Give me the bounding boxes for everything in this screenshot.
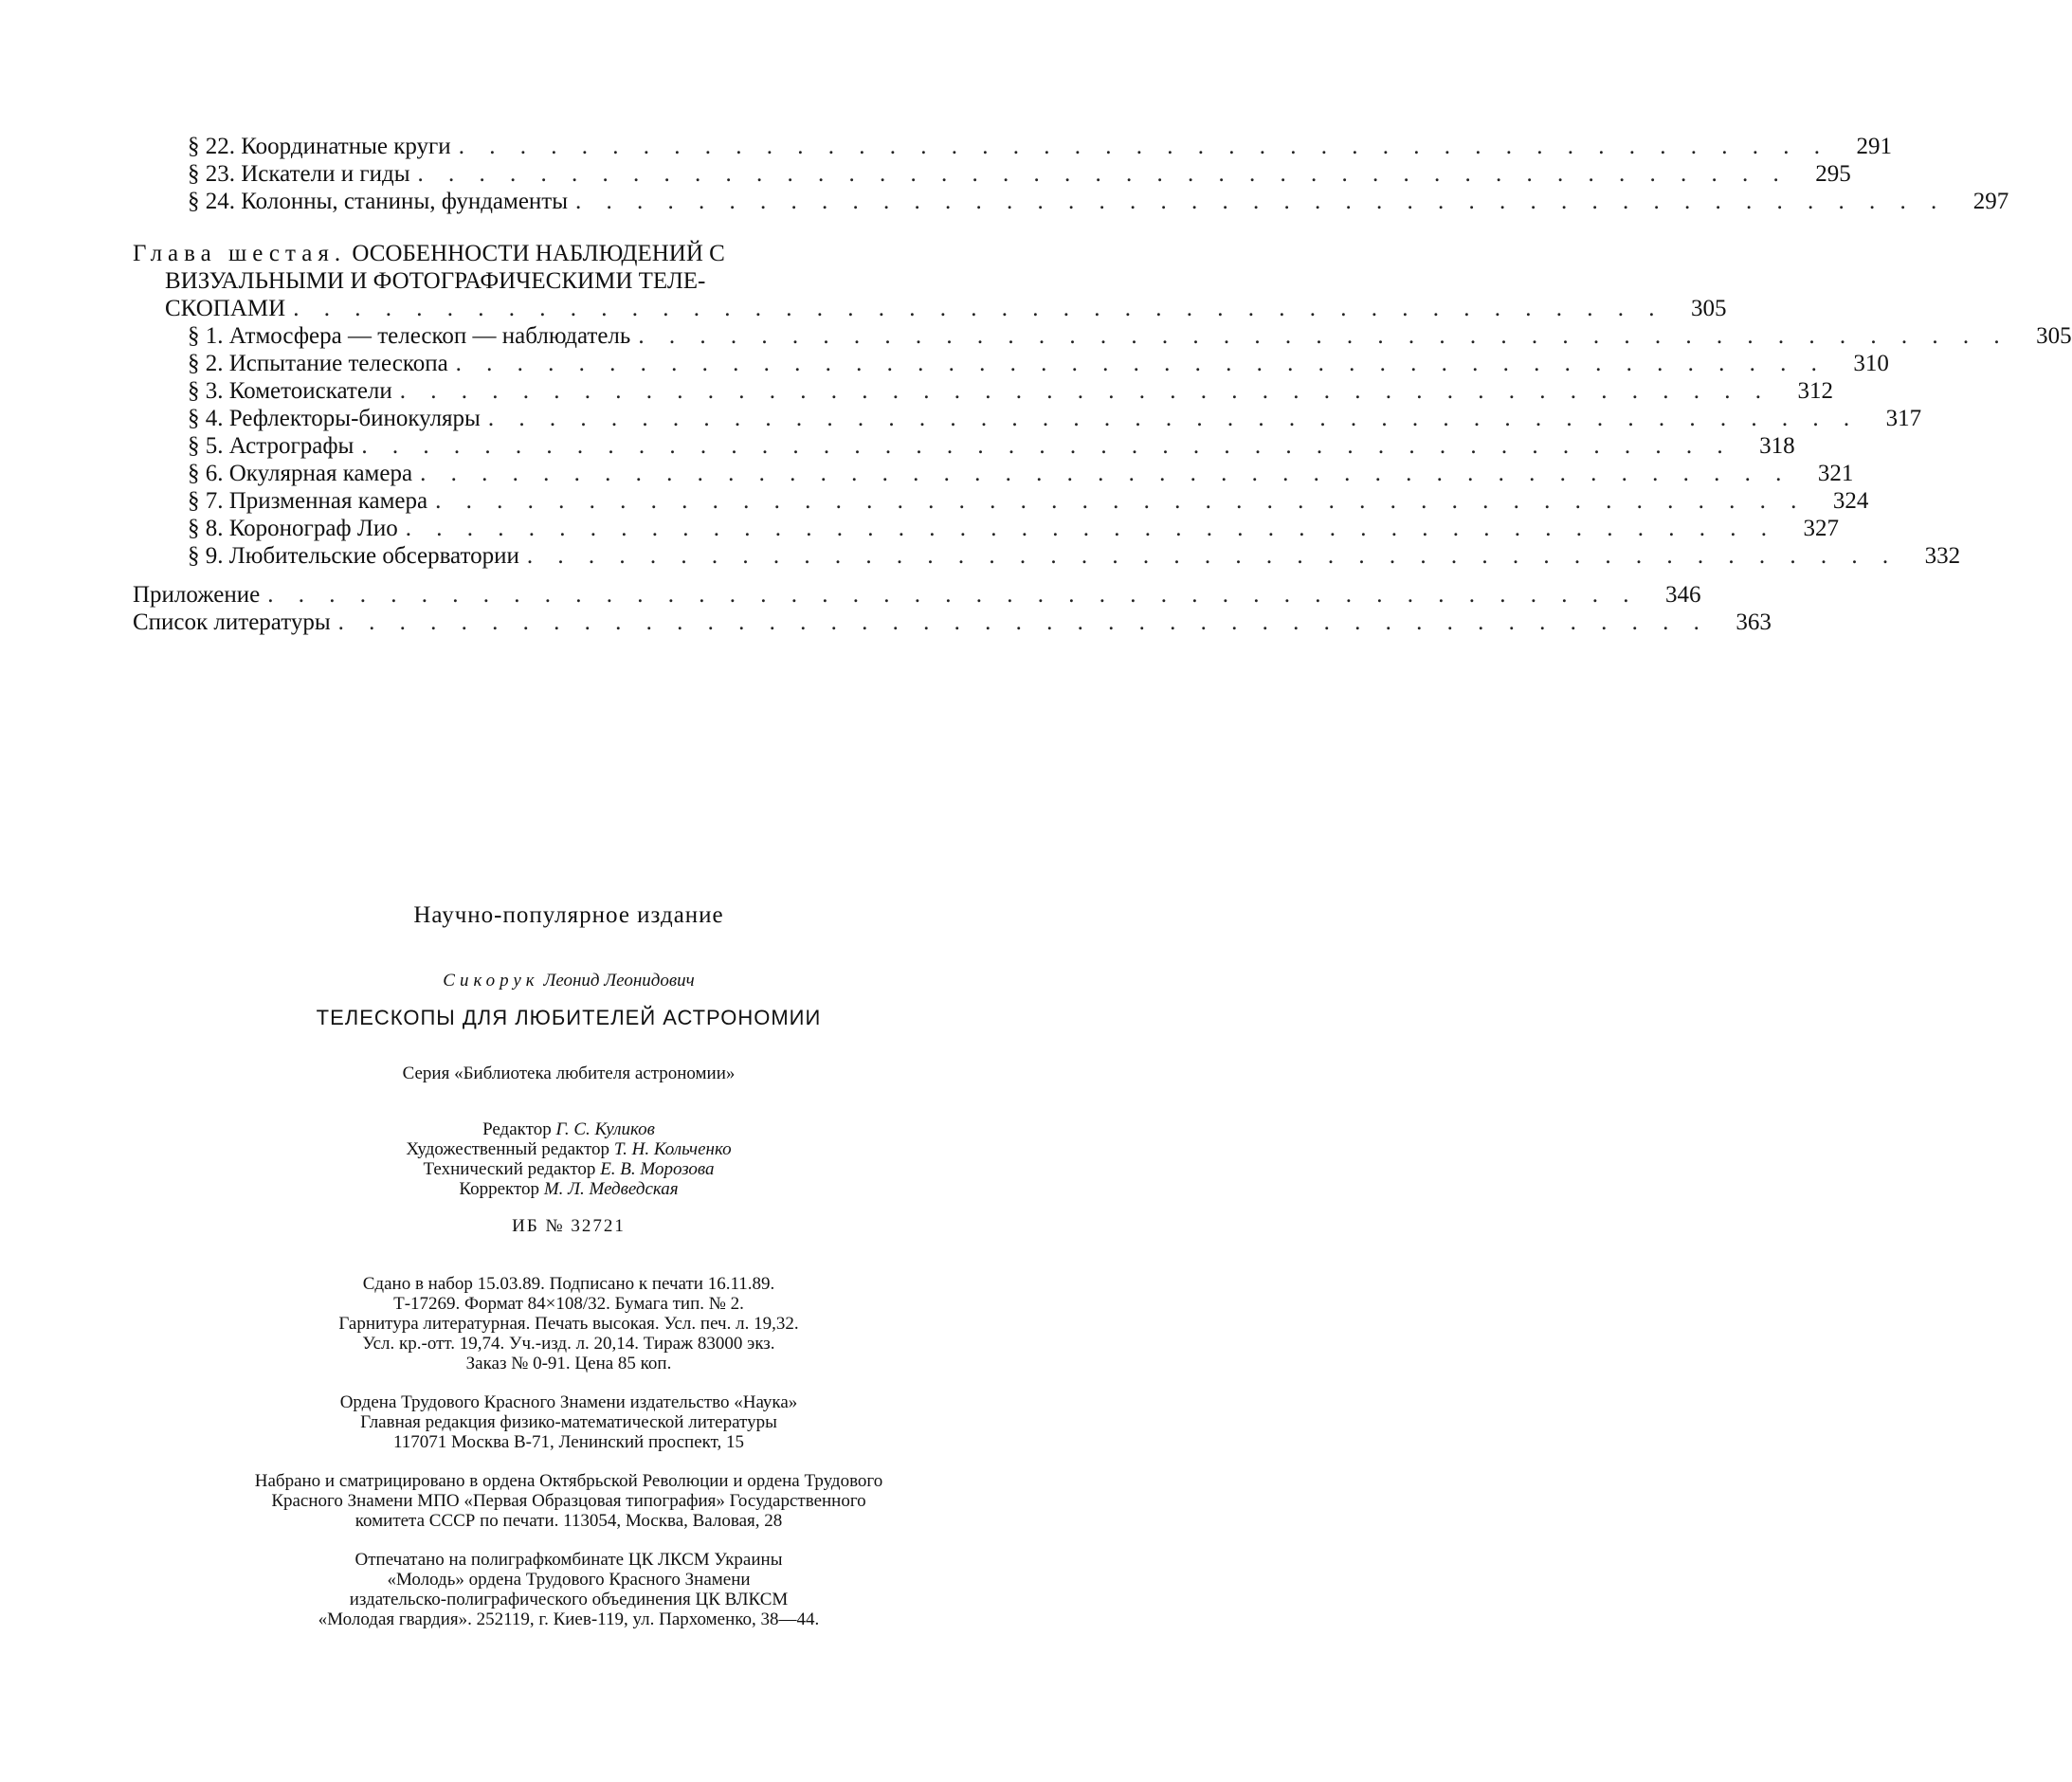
toc-page-number: 318 — [1759, 433, 1795, 459]
toc-page-number: 295 — [1815, 161, 1851, 187]
dot-leader: . . . . . . . . . . . . . . . . . . . . . . . . . . . . . . . . . . . . . . . . . . . . . — [526, 543, 1899, 569]
chapter-heading-line3 — [133, 295, 1727, 322]
toc-row-title: Список литературы — [133, 609, 331, 635]
printer-info — [123, 1550, 1014, 1629]
typeset-line: комитета СССР по печати. 113054, Москва, Валовая, 28 — [354, 1511, 783, 1531]
toc-row[interactable] — [133, 377, 1834, 405]
toc-row[interactable] — [133, 542, 1961, 570]
staff-list — [123, 1119, 1014, 1199]
printer-line: «Молодая гвардия». 252119, г. Киев-119, ул. Пархоменко, 38—44. — [318, 1609, 820, 1629]
chapter-lead: Глава шестая. — [133, 241, 347, 266]
typeset-line: Красного Знамени МПО «Первая Образцовая типография» Государственного — [271, 1491, 866, 1511]
dot-leader: . . . . . . . . . . . . . . . . . . . . . . . . . . . . . . . . . . . . . . . . . . . . . — [361, 433, 1733, 459]
dot-leader: . . . . . . . . . . . . . . . . . . . . . . . . . . . . . . . . . . . . . . . . . . . . . — [337, 609, 1709, 635]
print-info — [123, 1274, 1014, 1373]
book-title: ТЕЛЕСКОПЫ ДЛЯ ЛЮБИТЕЛЕЙ АСТРОНОМИИ — [316, 1006, 822, 1029]
toc-row-title: § 1. Атмосфера — телескоп — наблюдатель — [188, 323, 631, 349]
toc-row-title: § 3. Кометоискатели — [188, 378, 392, 404]
typeset-info — [123, 1471, 1014, 1531]
toc-page-number: 305 — [1690, 296, 1727, 321]
toc-appendix[interactable] — [133, 581, 1701, 609]
toc-row[interactable] — [133, 350, 1889, 377]
publisher-line: 117071 Москва В-71, Ленинский проспект, 15 — [393, 1432, 744, 1452]
toc-page-number: 327 — [1803, 516, 1839, 541]
dot-leader: . . . . . . . . . . . . . . . . . . . . . . . . . . . . . . . . . . . . . . . . . . . . . — [267, 582, 1639, 608]
imprint — [123, 902, 1014, 1648]
printer-line: «Молодь» ордена Трудового Красного Знамени — [387, 1570, 751, 1590]
staff-line: Корректор М. Л. Медведская — [459, 1179, 679, 1199]
series: Серия «Библиотека любителя астрономии» — [402, 1064, 736, 1083]
dot-leader: . . . . . . . . . . . . . . . . . . . . . . . . . . . . . . . . . . . . . . . . . . . . . — [399, 378, 1772, 404]
toc-row[interactable] — [133, 133, 1892, 160]
print-info-line: Сдано в набор 15.03.89. Подписано к печати 16.11.89. — [362, 1274, 775, 1294]
chapter-heading-line2: ВИЗУАЛЬНЫМИ И ФОТОГРАФИЧЕСКИМИ ТЕЛЕ- — [165, 268, 706, 294]
toc-page-number: 321 — [1817, 461, 1854, 486]
toc-page-number: 291 — [1856, 134, 1892, 159]
author — [123, 971, 1014, 991]
printer-line: издательско-полиграфического объединения ЦК ВЛКСМ — [349, 1590, 789, 1609]
toc-row[interactable] — [133, 188, 2009, 215]
toc-page-number: 324 — [1832, 488, 1869, 514]
toc-row-title: § 4. Рефлекторы-бинокуляры — [188, 406, 481, 431]
toc-page-number: 363 — [1736, 609, 1772, 635]
toc-chapter-sections — [133, 322, 2072, 570]
toc-row[interactable] — [133, 322, 2072, 350]
toc-page-number: 297 — [1972, 189, 2009, 214]
toc-row-title: § 9. Любительские обсерватории — [188, 543, 519, 569]
print-info-line: Гарнитура литературная. Печать высокая. Усл. печ. л. 19,32. — [338, 1314, 799, 1334]
print-info-line: Усл. кр.-отт. 19,74. Уч.-изд. л. 20,14. Тираж 83000 экз. — [362, 1334, 775, 1354]
table-of-contents — [133, 133, 2072, 636]
toc-row-title: § 23. Искатели и гиды — [188, 161, 410, 187]
toc-row-title: § 22. Координатные круги — [188, 134, 451, 159]
toc-row[interactable] — [133, 460, 1854, 487]
toc-page-number: 305 — [2036, 323, 2072, 349]
toc-page-number: 346 — [1664, 582, 1701, 608]
toc-row-title: § 8. Коронограф Лио — [188, 516, 398, 541]
print-info-line: Т-17269. Формат 84×108/32. Бумага тип. № 2. — [393, 1294, 744, 1314]
toc-row-title: § 2. Испытание телескопа — [188, 351, 448, 376]
staff-line: Технический редактор Е. В. Морозова — [423, 1159, 715, 1179]
toc-row[interactable] — [133, 515, 1839, 542]
publisher-line: Главная редакция физико-математической литературы — [360, 1412, 777, 1432]
dot-leader: . . . . . . . . . . . . . . . . . . . . . . . . . . . . . . . . . . . . . . . . . . . . . — [435, 488, 1807, 514]
typeset-line: Набрано и сматрицировано в ордена Октябрьской Революции и ордена Трудового — [254, 1471, 883, 1491]
toc-row-title: Приложение — [133, 582, 261, 608]
toc-page-number: 310 — [1853, 351, 1889, 376]
toc-page-number: 332 — [1924, 543, 1961, 569]
toc-row-title: § 6. Окулярная камера — [188, 461, 413, 486]
printer-line: Отпечатано на полиграфкомбинате ЦК ЛКСМ Украины — [354, 1550, 783, 1570]
dot-leader: . . . . . . . . . . . . . . . . . . . . . . . . . . . . . . . . . . . . . . . . . . . . . — [293, 296, 1664, 321]
print-info-line: Заказ № 0-91. Цена 85 коп. — [465, 1354, 672, 1373]
dot-leader: . . . . . . . . . . . . . . . . . . . . . . . . . . . . . . . . . . . . . . . . . . . . . — [420, 461, 1791, 486]
toc-row-title: § 24. Колонны, станины, фундаменты — [188, 189, 569, 214]
dot-leader: . . . . . . . . . . . . . . . . . . . . . . . . . . . . . . . . . . . . . . . . . . . . . — [405, 516, 1776, 541]
author-surname: Сикорук — [443, 971, 539, 991]
toc-row[interactable] — [133, 160, 1851, 188]
dot-leader: . . . . . . . . . . . . . . . . . . . . . . . . . . . . . . . . . . . . . . . . . . . . . — [458, 134, 1829, 159]
toc-page-number: 312 — [1797, 378, 1834, 404]
edition-kind: Научно-популярное издание — [413, 902, 724, 928]
dot-leader: . . . . . . . . . . . . . . . . . . . . . . . . . . . . . . . . . . . . . . . . . . . . . — [487, 406, 1860, 431]
chapter-heading-line1 — [133, 240, 938, 267]
staff-line: Художественный редактор Т. Н. Кольченко — [406, 1139, 732, 1159]
publisher-line: Ордена Трудового Красного Знамени издательство «Наука» — [339, 1392, 798, 1412]
toc-top-sections — [133, 133, 2009, 215]
toc-row-title: § 7. Призменная камера — [188, 488, 428, 514]
chapter-title-part: ОСОБЕННОСТИ НАБЛЮДЕНИЙ С — [352, 241, 725, 266]
dot-leader: . . . . . . . . . . . . . . . . . . . . . . . . . . . . . . . . . . . . . . . . . . . . . — [638, 323, 2009, 349]
toc-chapter[interactable] — [133, 240, 1727, 322]
dot-leader: . . . . . . . . . . . . . . . . . . . . . . . . . . . . . . . . . . . . . . . . . . . . . — [575, 189, 1947, 214]
publisher-info — [123, 1392, 1014, 1452]
staff-line: Редактор Г. С. Куликов — [482, 1119, 655, 1139]
chapter-title-part: СКОПАМИ — [165, 296, 286, 321]
ib-number: ИБ № 32721 — [512, 1216, 626, 1236]
toc-row[interactable] — [133, 405, 1922, 432]
dot-leader: . . . . . . . . . . . . . . . . . . . . . . . . . . . . . . . . . . . . . . . . . . . . . — [417, 161, 1789, 187]
toc-row[interactable] — [133, 487, 1869, 515]
dot-leader: . . . . . . . . . . . . . . . . . . . . . . . . . . . . . . . . . . . . . . . . . . . . . — [455, 351, 1827, 376]
author-name: Леонид Леонидович — [543, 971, 695, 991]
toc-page-number: 317 — [1885, 406, 1922, 431]
toc-row[interactable] — [133, 432, 1795, 460]
toc-row-title: § 5. Астрографы — [188, 433, 354, 459]
toc-references[interactable] — [133, 609, 1772, 636]
